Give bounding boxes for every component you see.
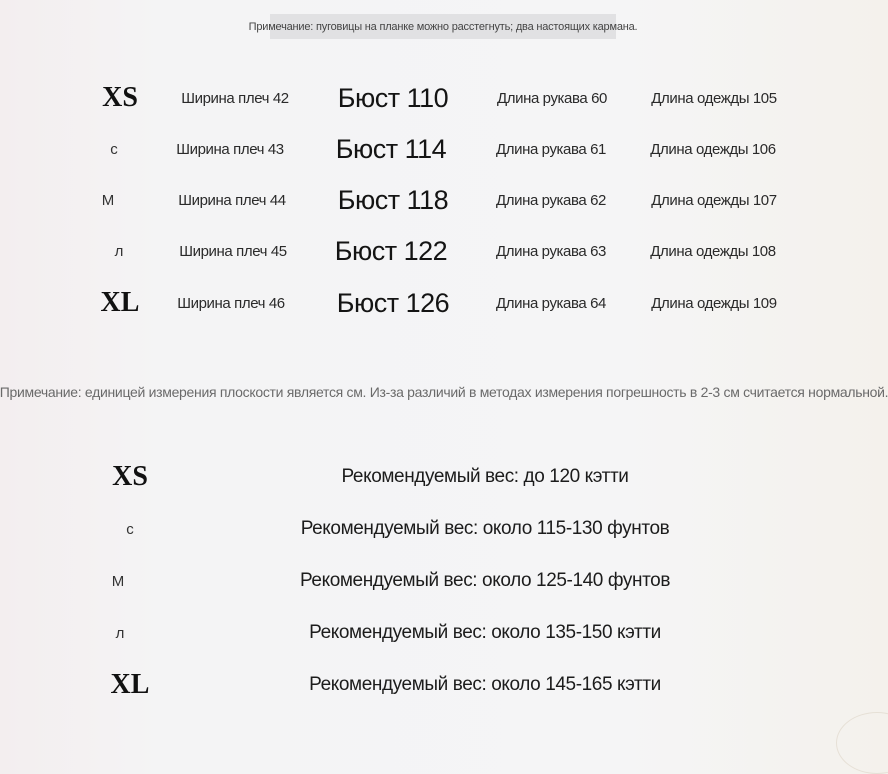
recommended-weight: Рекомендуемый вес: около 115-130 фунтов [300, 518, 670, 539]
bust: Бюст 110 [337, 82, 449, 113]
size-label: XS [112, 461, 148, 492]
garment-length: Длина одежды 105 [651, 89, 777, 107]
recommended-weight: Рекомендуемый вес: около 125-140 фунтов [299, 570, 671, 591]
size-row-xs [0, 74, 888, 122]
size-label: М [101, 191, 115, 209]
size-label: М [111, 572, 125, 590]
shoulder-width: Ширина плеч 43 [176, 140, 284, 158]
weight-row-xs [0, 452, 888, 502]
bust: Бюст 118 [337, 184, 449, 215]
size-label: XL [100, 287, 140, 318]
garment-length: Длина одежды 108 [650, 242, 776, 260]
size-label: л [115, 624, 125, 642]
size-label: с [110, 140, 118, 158]
size-row-l [0, 227, 888, 275]
recommended-weight: Рекомендуемый вес: около 135-150 кэтти [309, 622, 661, 643]
weight-row-s [0, 504, 888, 554]
measurement-note: Примечание: единицей измерения плоскости является см. Из-за различий в методах измерения погрешность в 2-3 см считается нормальной. [0, 384, 888, 400]
bust: Бюст 122 [334, 235, 448, 266]
recommended-weight: Рекомендуемый вес: до 120 кэтти [341, 466, 629, 487]
size-label: XL [110, 669, 150, 700]
shoulder-width: Ширина плеч 44 [178, 191, 286, 209]
sleeve-length: Длина рукава 61 [496, 140, 606, 158]
weight-row-m [0, 556, 888, 606]
top-note: Примечание: пуговицы на планке можно расстегнуть; два настоящих кармана. [270, 14, 616, 39]
sleeve-length: Длина рукава 60 [497, 89, 607, 107]
garment-length: Длина одежды 109 [651, 294, 777, 312]
sleeve-length: Длина рукава 63 [496, 242, 606, 260]
corner-decoration [836, 712, 888, 774]
size-row-xl [0, 279, 888, 327]
shoulder-width: Ширина плеч 45 [179, 242, 287, 260]
size-label: XS [102, 82, 138, 113]
shoulder-width: Ширина плеч 42 [181, 89, 289, 107]
sleeve-length: Длина рукава 64 [496, 294, 606, 312]
size-row-m [0, 176, 888, 224]
garment-length: Длина одежды 106 [650, 140, 776, 158]
bust: Бюст 126 [336, 287, 450, 318]
sleeve-length: Длина рукава 62 [496, 191, 606, 209]
recommended-weight: Рекомендуемый вес: около 145-165 кэтти [309, 674, 661, 695]
bust: Бюст 114 [335, 133, 447, 164]
garment-length: Длина одежды 107 [651, 191, 777, 209]
weight-row-xl [0, 660, 888, 710]
size-label: с [126, 520, 134, 538]
weight-row-l [0, 608, 888, 658]
size-row-s [0, 125, 888, 173]
shoulder-width: Ширина плеч 46 [177, 294, 285, 312]
size-label: л [114, 242, 124, 260]
